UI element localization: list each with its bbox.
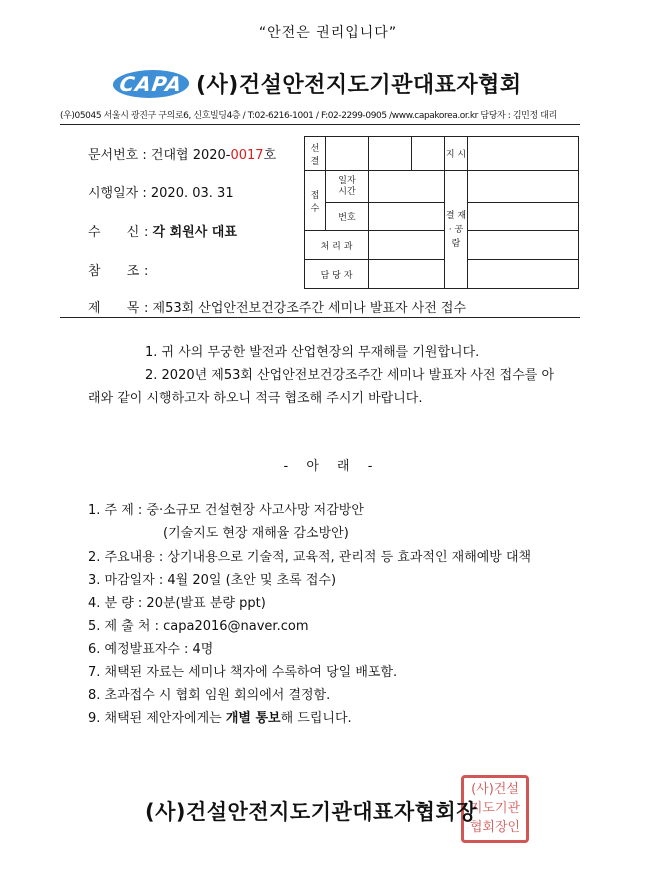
approval-blank xyxy=(412,137,445,171)
approval-blank xyxy=(468,171,579,203)
approval-blank xyxy=(369,203,445,231)
sigan-label: 시간 xyxy=(338,186,356,197)
list-item: 5. 제 출 처 : capa2016@naver.com xyxy=(88,619,309,634)
list-item: (기술지도 현장 재해율 감소방안) xyxy=(163,526,349,541)
doc-number-prefix: 건대협 2020- xyxy=(150,148,231,163)
cheoriko-cell: 처 리 과 xyxy=(305,231,369,260)
approval-blank xyxy=(468,137,579,171)
approval-blank xyxy=(369,137,412,171)
paragraph-1: 1. 귀 사의 무궁한 발전과 산업현장의 무재해를 기원합니다. xyxy=(145,345,480,360)
ilja-sigan-cell xyxy=(326,171,369,203)
damdangja-cell: 담 당 자 xyxy=(305,260,369,289)
signature: (사)건설안전지도기관대표자협회장 xyxy=(145,800,477,824)
address-line: (우)05045 서울시 광진구 구의로6, 신호빌딩4층 / T:02-6216-1001 / F:02-2299-0905 /www.capakorea.or.kr 담당자 : 김민정 대리 xyxy=(60,111,557,121)
list-item: 7. 채택된 자료는 세미나 책자에 수록하여 당일 배포함. xyxy=(88,665,398,680)
capa-logo: CAPA xyxy=(111,70,191,98)
item9-pre: 9. 채택된 제안자에게는 xyxy=(88,711,226,726)
doc-number-suffix: 호 xyxy=(263,148,277,163)
list-item-9 xyxy=(88,707,352,726)
list-item: 2. 주요내용 : 상기내용으로 기술적, 교육적, 관리적 등 효과적인 재해예방 대책 xyxy=(88,550,532,565)
list-item: 1. 주 제 : 중·소규모 건설현장 사고사망 저감방안 xyxy=(88,503,364,518)
subject-divider xyxy=(60,317,580,318)
jeopsu-cell: 접 수 xyxy=(305,171,326,231)
ji-si-cell: 지 시 xyxy=(445,137,468,171)
approval-blank xyxy=(468,260,579,289)
doc-number-value: 0017 xyxy=(230,148,264,163)
seon-gyeol-cell: 선 결 xyxy=(305,137,326,171)
gyeoljae-cell: 결 재 · 공 람 xyxy=(445,171,468,289)
below-heading: - 아 래 - xyxy=(283,459,373,474)
beonho-cell: 번호 xyxy=(326,203,369,231)
approval-blank xyxy=(468,203,579,231)
ilja-label: 일자 xyxy=(338,175,356,186)
motto: “안전은 권리입니다” xyxy=(258,25,398,41)
date-value: 2020. 03. 31 xyxy=(150,186,234,201)
official-seal: (사)건설 지도기관 협회장인 xyxy=(461,775,529,843)
approval-blank xyxy=(326,137,369,171)
org-name: (사)건설안전지도기관대표자협회 xyxy=(196,73,522,98)
approval-blank xyxy=(369,231,445,260)
approval-blank xyxy=(369,260,445,289)
paragraph-2a: 2. 2020년 제53회 산업안전보건강조주간 세미나 발표자 사전 접수를 아 xyxy=(145,368,555,383)
list-item: 8. 초과접수 시 협회 임원 회의에서 결정함. xyxy=(88,688,331,703)
approval-blank xyxy=(468,231,579,260)
item9-bold: 개별 통보 xyxy=(225,711,281,726)
subject-label: 제 목 xyxy=(88,301,140,316)
doc-number-row: 문서번호 : 건대협 2020-0017호 xyxy=(88,148,277,163)
doc-number-label: 문서번호 xyxy=(88,148,139,163)
reference-row: 참 조 : xyxy=(88,260,148,279)
list-item: 4. 분 량 : 20분(발표 분량 ppt) xyxy=(88,596,266,611)
subject-row: 제 목 : 제53회 산업안전보건강조주간 세미나 발표자 사전 접수 xyxy=(88,297,466,316)
recipient-value: 각 회원사 대표 xyxy=(152,225,237,240)
approval-blank xyxy=(369,171,445,203)
list-item: 6. 예정발표자수 : 4명 xyxy=(88,642,214,657)
date-row: 시행일자 : 2020. 03. 31 xyxy=(88,186,234,201)
subject-value: 제53회 산업안전보건강조주간 세미나 발표자 사전 접수 xyxy=(152,301,466,316)
header-divider xyxy=(60,124,580,125)
list-item: 3. 마감일자 : 4월 20일 (초안 및 초록 접수) xyxy=(88,573,337,588)
recipient-label: 수 신 xyxy=(88,225,140,240)
reference-label: 참 조 xyxy=(88,264,140,279)
date-label: 시행일자 xyxy=(88,186,139,201)
paragraph-2b: 래와 같이 시행하고자 하오니 적극 협조해 주시기 바랍니다. xyxy=(88,391,423,406)
item9-post: 해 드립니다. xyxy=(280,711,352,726)
approval-box xyxy=(304,136,579,289)
recipient-row: 수 신 : 각 회원사 대표 xyxy=(88,221,237,240)
